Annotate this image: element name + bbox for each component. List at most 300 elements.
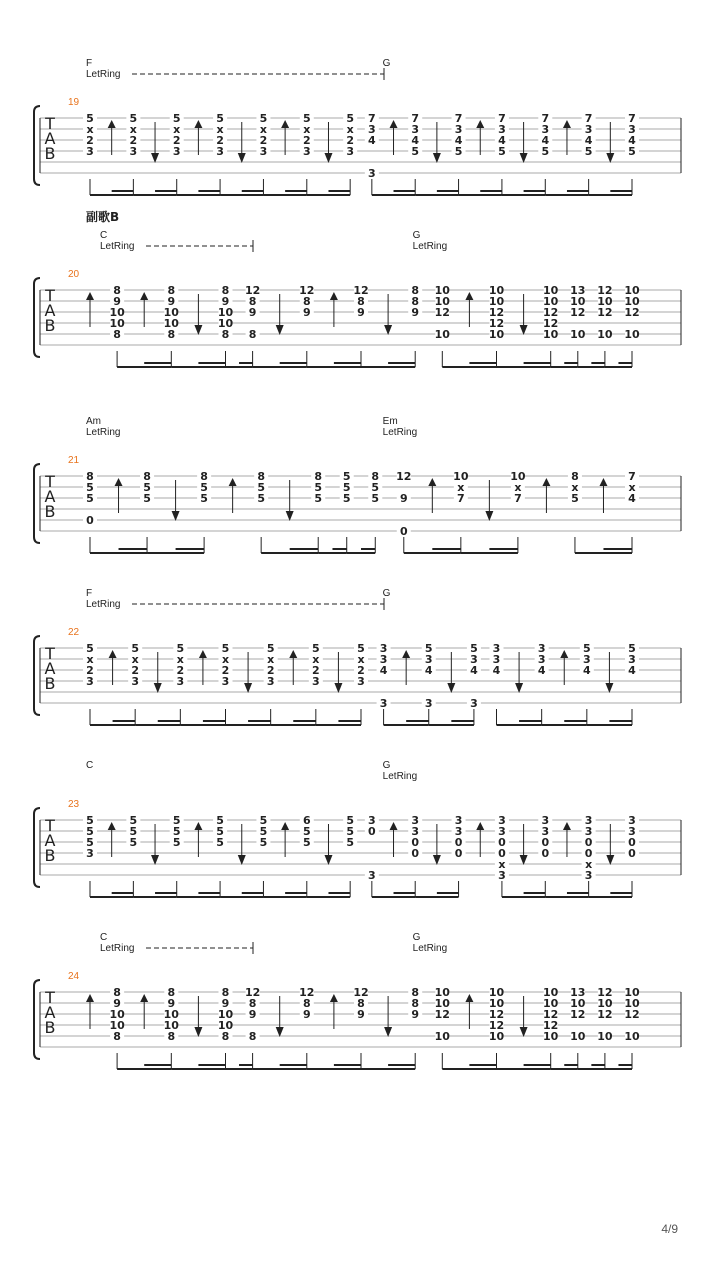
fret-number: 12 [597,986,613,999]
fret-number: 3 [628,653,636,666]
fret-number: 10 [434,1030,450,1043]
fret-number: 10 [624,328,640,341]
strum-up-arrow [476,822,484,830]
fret-number: 7 [628,112,636,125]
fret-number: x [514,481,522,494]
fret-number: 3 [424,697,433,710]
tab-clef-letter: B [44,1018,56,1037]
fret-number: 10 [543,1030,559,1043]
measure-number: 22 [68,627,80,638]
fret-number: 3 [379,697,388,710]
fret-number: 3 [346,145,354,158]
fret-number: 9 [248,306,257,319]
fret-number: 3 [498,123,506,136]
fret-number: 0 [584,847,593,860]
fret-number: 12 [570,1008,586,1021]
fret-number: 7 [584,112,593,125]
fret-number: 8 [248,1030,257,1043]
fret-number: 8 [248,295,257,308]
fret-number: 5 [131,642,139,655]
chord-name: G [382,58,391,69]
fret-number: 8 [248,328,257,341]
fret-number: 2 [259,134,268,147]
fret-number: 0 [86,514,94,527]
fret-number: 12 [299,986,315,999]
fret-number: 5 [541,145,550,158]
fret-number: 3 [492,642,501,655]
fret-number: 0 [541,836,550,849]
fret-number: 7 [628,470,636,483]
fret-number: 2 [266,664,275,677]
strum-up-arrow [330,994,338,1002]
fret-number: 10 [488,284,505,297]
fret-number: 3 [86,145,94,158]
tab-clef-letter: T [45,114,55,133]
fret-number: 8 [86,470,94,483]
fret-number: 2 [176,664,185,677]
fret-number: 10 [163,1008,179,1021]
fret-number: 10 [624,1030,640,1043]
fret-number: 0 [628,847,636,860]
fret-number: 9 [167,295,176,308]
fret-number: 8 [221,986,230,999]
fret-number: 12 [543,306,559,319]
fret-number: 10 [488,328,505,341]
fret-number: 10 [597,1030,613,1043]
measure-number: 24 [68,971,80,982]
strum-up-arrow [86,994,94,1002]
fret-number: 7 [454,112,463,125]
fret-number: 5 [172,814,181,827]
fret-number: 4 [541,134,550,147]
fret-number: x [173,123,181,136]
fret-number: 3 [357,675,365,688]
fret-number: 4 [628,664,636,677]
strum-up-arrow [109,650,117,658]
chord-name: C [86,760,94,771]
fret-number: 0 [584,836,593,849]
fret-number: 0 [411,847,420,860]
fret-number: 4 [411,134,420,147]
fret-number: 3 [584,869,593,882]
fret-number: 5 [411,145,420,158]
fret-number: 3 [172,145,181,158]
fret-number: 5 [583,642,591,655]
strum-up-arrow [465,994,473,1002]
fret-number: 8 [221,328,230,341]
fret-number: 0 [368,825,376,838]
fret-number: 3 [368,123,376,136]
fret-number: x [86,653,94,666]
fret-number: 5 [371,492,380,505]
fret-number: 10 [488,295,505,308]
fret-number: 8 [257,470,265,483]
strum-up-arrow [108,822,116,830]
fret-number: 0 [498,836,506,849]
fret-number: 5 [346,825,354,838]
fret-number: 3 [368,814,376,827]
fret-number: 3 [584,123,593,136]
fret-number: 10 [217,1008,234,1021]
fret-number: 10 [597,997,613,1010]
fret-number: 5 [470,642,478,655]
tab-clef-letter: T [45,286,55,305]
fret-number: 2 [221,664,230,677]
tab-clef-letter: A [44,487,56,506]
strum-up-arrow [402,650,410,658]
strum-up-arrow [140,292,148,300]
fret-number: 5 [143,492,151,505]
fret-number: 8 [248,997,257,1010]
fret-number: x [312,653,320,666]
fret-number: 3 [379,642,388,655]
fret-number: 10 [434,986,450,999]
fret-number: 5 [628,145,636,158]
fret-number: 10 [434,295,450,308]
fret-number: 10 [163,1019,179,1032]
fret-number: 2 [86,664,94,677]
fret-number: 5 [216,836,224,849]
fret-number: 2 [86,134,94,147]
staff-bracket [34,980,40,1059]
measure-number: 20 [68,269,80,280]
staff-bracket [34,464,40,543]
fret-number: 10 [109,1008,125,1021]
fret-number: 2 [131,664,139,677]
strum-up-arrow [599,478,607,486]
strum-up-arrow [281,120,289,128]
fret-number: 12 [597,1008,613,1021]
fret-number: 3 [537,642,546,655]
page-number: 4/9 [661,1222,678,1236]
fret-number: 5 [86,112,94,125]
fret-number: 9 [302,1008,311,1021]
fret-number: 5 [221,642,230,655]
fret-number: 7 [514,492,522,505]
fret-number: x [346,123,354,136]
fret-number: 5 [302,825,311,838]
strum-up-arrow [563,120,571,128]
chord-name: G [412,932,421,943]
fret-number: 8 [167,328,176,341]
fret-number: 3 [379,653,388,666]
fret-number: 4 [498,134,506,147]
fret-number: 5 [86,492,94,505]
fret-number: 5 [257,492,265,505]
fret-number: 3 [541,814,550,827]
fret-number: 5 [86,814,94,827]
fret-number: 5 [129,836,138,849]
fret-number: x [176,653,184,666]
fret-number: 4 [583,664,591,677]
fret-number: 5 [346,112,354,125]
tab-clef-letter: T [45,472,55,491]
fret-number: 9 [221,997,230,1010]
fret-number: 10 [163,306,179,319]
fret-number: 12 [488,306,505,319]
fret-number: 8 [167,1030,176,1043]
fret-number: 5 [172,112,181,125]
tab-clef-letter: A [44,129,56,148]
tab-clef-letter: T [45,644,55,663]
fret-number: 10 [434,284,450,297]
fret-number: 10 [434,997,450,1010]
chord-name: C [100,932,108,943]
fret-number: 10 [109,306,125,319]
strum-up-arrow [108,120,116,128]
chord-name: G [382,760,391,771]
fret-number: 7 [457,492,465,505]
fret-number: 5 [346,814,354,827]
fret-number: 5 [172,825,181,838]
fret-number: 8 [411,295,420,308]
fret-number: 10 [570,328,586,341]
fret-number: 10 [624,986,640,999]
fret-number: x [86,123,94,136]
fret-number: 5 [172,836,181,849]
fret-number: 10 [510,470,526,483]
fret-number: 3 [176,675,185,688]
chord-name: Am [86,416,101,427]
strum-up-arrow [289,650,297,658]
fret-number: x [303,123,311,136]
fret-number: 12 [299,284,315,297]
fret-number: 9 [411,306,420,319]
fret-number: 10 [570,1030,586,1043]
fret-number: 12 [597,306,613,319]
fret-number: 10 [570,295,586,308]
fret-number: 0 [411,836,420,849]
strum-up-arrow [229,478,237,486]
fret-number: 5 [628,642,636,655]
fret-number: 3 [411,814,420,827]
fret-number: 4 [470,664,478,677]
fret-number: 5 [314,481,323,494]
fret-number: 12 [624,1008,640,1021]
fret-number: 5 [200,492,208,505]
fret-number: 8 [302,997,311,1010]
fret-number: 8 [113,328,121,341]
tab-clef-letter: B [44,144,56,163]
fret-number: 5 [216,112,224,125]
strum-up-arrow [194,822,202,830]
fret-number: 5 [129,814,138,827]
tab-clef-letter: B [44,502,56,521]
strum-up-arrow [428,478,436,486]
fret-number: x [267,653,275,666]
fret-number: 3 [86,675,94,688]
fret-number: 3 [584,825,593,838]
fret-number: 5 [200,481,208,494]
fret-number: 9 [113,997,121,1010]
let-ring-label: LetRing [86,69,121,80]
fret-number: 8 [357,997,365,1010]
let-ring-label: LetRing [100,943,135,954]
fret-number: 0 [399,525,408,538]
fret-number: 5 [346,836,354,849]
strum-up-arrow [199,650,207,658]
fret-number: 3 [541,123,550,136]
strum-up-arrow [560,650,568,658]
fret-number: 6 [302,814,311,827]
fret-number: 10 [434,328,450,341]
fret-number: 10 [597,295,613,308]
tab-clef-letter: A [44,659,56,678]
tab-clef-letter: T [45,816,55,835]
fret-number: 2 [172,134,181,147]
fret-number: 0 [454,836,463,849]
fret-number: 5 [143,481,151,494]
fret-number: 12 [353,284,369,297]
fret-number: 4 [492,664,501,677]
fret-number: 2 [312,664,320,677]
let-ring-label: LetRing [382,427,418,438]
fret-number: 3 [259,145,268,158]
strum-up-arrow [476,120,484,128]
fret-number: 10 [624,997,640,1010]
fret-number: 3 [537,653,546,666]
fret-number: 0 [541,847,550,860]
fret-number: 5 [342,470,351,483]
fret-number: 10 [217,306,234,319]
fret-number: 3 [368,167,376,180]
fret-number: x [129,123,137,136]
fret-number: 8 [113,284,121,297]
fret-number: 12 [434,306,450,319]
let-ring-label: LetRing [382,771,418,782]
fret-number: 3 [498,814,506,827]
chord-name: F [86,588,93,599]
fret-number: 2 [346,134,354,147]
fret-number: x [585,858,593,871]
fret-number: 9 [221,295,230,308]
fret-number: 12 [353,986,369,999]
fret-number: x [498,858,506,871]
fret-number: 8 [571,470,579,483]
section-label: 副歌B [86,210,120,224]
fret-number: 5 [129,112,138,125]
fret-number: 0 [628,836,636,849]
tab-clef-letter: B [44,316,56,335]
fret-number: 10 [109,1019,125,1032]
let-ring-label: LetRing [86,599,121,610]
fret-number: 5 [302,836,311,849]
fret-number: 5 [259,825,268,838]
fret-number: 3 [628,814,636,827]
fret-number: 10 [109,317,125,330]
fret-number: 5 [454,145,463,158]
fret-number: 3 [541,825,550,838]
fret-number: 3 [411,123,420,136]
staff-bracket [34,106,40,185]
staff-bracket [34,808,40,887]
fret-number: 10 [543,284,559,297]
fret-number: 8 [302,295,311,308]
fret-number: 3 [266,675,275,688]
fret-number: 3 [498,869,506,882]
staff-bracket [34,636,40,715]
fret-number: 3 [470,653,478,666]
fret-number: 10 [624,284,640,297]
fret-number: 8 [357,295,365,308]
fret-number: 5 [86,825,94,838]
chord-name: Em [382,416,398,427]
strum-up-arrow [390,822,398,830]
fret-number: 10 [488,997,505,1010]
fret-number: 3 [424,653,433,666]
fret-number: 10 [488,986,505,999]
fret-number: 9 [399,492,408,505]
fret-number: 8 [411,986,420,999]
fret-number: 8 [411,284,420,297]
staff-bracket [34,278,40,357]
fret-number: 3 [368,869,376,882]
fret-number: x [216,123,224,136]
let-ring-label: LetRing [86,427,121,438]
fret-number: 5 [424,642,433,655]
fret-number: 4 [584,134,593,147]
fret-number: 12 [624,306,640,319]
fret-number: 5 [216,825,224,838]
fret-number: 12 [488,1019,505,1032]
fret-number: 3 [411,825,420,838]
strum-up-arrow [194,120,202,128]
fret-number: 5 [312,642,320,655]
fret-number: 4 [628,492,636,505]
tab-clef-letter: B [44,674,56,693]
fret-number: 5 [259,112,268,125]
fret-number: 5 [357,642,365,655]
fret-number: 7 [498,112,506,125]
fret-number: 5 [584,145,593,158]
fret-number: 12 [434,1008,450,1021]
fret-number: 12 [488,1008,505,1021]
fret-number: 5 [216,814,224,827]
fret-number: 5 [266,642,275,655]
fret-number: 10 [597,328,613,341]
strum-up-arrow [86,292,94,300]
strum-up-arrow [115,478,123,486]
fret-number: 12 [597,284,613,297]
fret-number: 9 [357,1008,365,1021]
measure-number: 19 [68,97,80,108]
fret-number: 4 [628,134,636,147]
fret-number: 8 [167,986,176,999]
fret-number: 8 [113,986,121,999]
fret-number: 5 [302,112,311,125]
fret-number: 8 [314,470,323,483]
fret-number: 0 [454,847,463,860]
fret-number: 10 [543,328,559,341]
fret-number: 4 [537,664,546,677]
tab-clef-letter: T [45,988,55,1007]
fret-number: 8 [200,470,208,483]
fret-number: 10 [217,317,234,330]
chord-name: G [412,230,421,241]
fret-number: 3 [492,653,501,666]
fret-number: 5 [314,492,323,505]
fret-number: x [221,653,230,666]
fret-number: 12 [396,470,412,483]
fret-number: 10 [163,317,179,330]
fret-number: 5 [571,492,579,505]
fret-number: 10 [543,986,559,999]
fret-number: 4 [424,664,433,677]
fret-number: 9 [411,1008,420,1021]
fret-number: 10 [543,295,559,308]
fret-number: 3 [584,814,593,827]
fret-number: 10 [217,1019,234,1032]
